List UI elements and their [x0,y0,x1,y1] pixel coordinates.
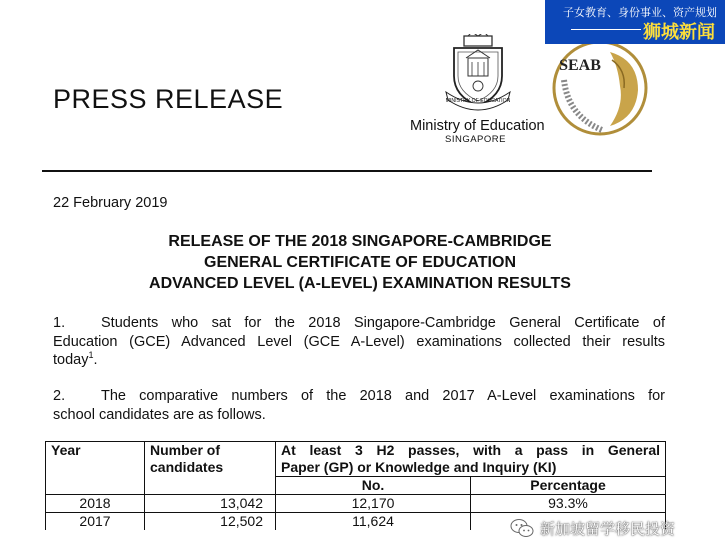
header-divider [42,170,652,172]
subheader-percentage: Percentage [471,477,666,495]
row-no: 11,624 [276,513,471,531]
ministry-name: Ministry of Education [410,118,545,134]
row-candidates: 12,502 [145,513,276,531]
seab-logo [550,38,650,138]
paragraph-2-line-1: The comparative numbers of the 2018 and 2017 A-Level examinations for [101,388,665,404]
banner-tagline: 子女教育、身份事业、资产规划 [563,6,717,19]
wechat-icon [510,517,534,539]
paragraph-2-line-2: school candidates are as follows. [53,406,266,423]
table-row [46,495,666,513]
heading-line-3: ADVANCED LEVEL (A-LEVEL) EXAMINATION RESULTS [149,275,571,292]
paragraph-1-number: 1. [53,315,66,331]
row-year: 2017 [46,513,145,531]
paragraph-1: 1. Students who sat for the 2018 Singapore-Cambridge General Certificate of Education (GCE) Advanced Level (GCE A-Level) examinations collected their results today$^1$. [53,315,665,368]
heading-line-1: RELEASE OF THE 2018 SINGAPORE-CAMBRIDGE [168,233,552,250]
watermark-text: 新加坡留学移民投资 [540,520,676,538]
row-candidates: 13,042 [145,495,276,513]
press-release-title: PRESS RELEASE [53,84,284,114]
moe-crest-logo [442,34,514,114]
paragraph-1-line-1: Students who sat for the 2018 Singapore-Cambridge General Certificate of [101,315,665,331]
ministry-country: SINGAPORE [445,134,506,145]
banner-brand: 狮城新闻 [643,22,715,43]
release-heading [60,231,660,294]
paragraph-2 [53,387,665,424]
seab-logo-text: SEAB [559,57,601,74]
row-percentage: 93.3% [471,495,666,513]
header-year: Year [46,442,145,495]
row-no: 12,170 [276,495,471,513]
subheader-no: No. [276,477,471,495]
release-date: 22 February 2019 [53,195,168,211]
paragraph-1-line-3: today [53,352,89,368]
heading-line-2: GENERAL CERTIFICATE OF EDUCATION [204,254,516,271]
paragraph-1-line-2: Education (GCE) Advanced Level (GCE A-Level) examinations collected their results [53,333,665,350]
header-passes: At least 3 H2 passes, with a pass in General Paper (GP) or Knowledge and Inquiry (KI) [276,442,666,477]
row-year: 2018 [46,495,145,513]
header-candidates: Number of candidates [145,442,276,495]
results-table [45,441,666,530]
wechat-banner [545,0,725,44]
footnote-marker: 1 [88,350,94,361]
crest-ribbon-text: MINISTRY OF EDUCATION [445,98,511,104]
paragraph-2-number: 2. [53,388,66,404]
